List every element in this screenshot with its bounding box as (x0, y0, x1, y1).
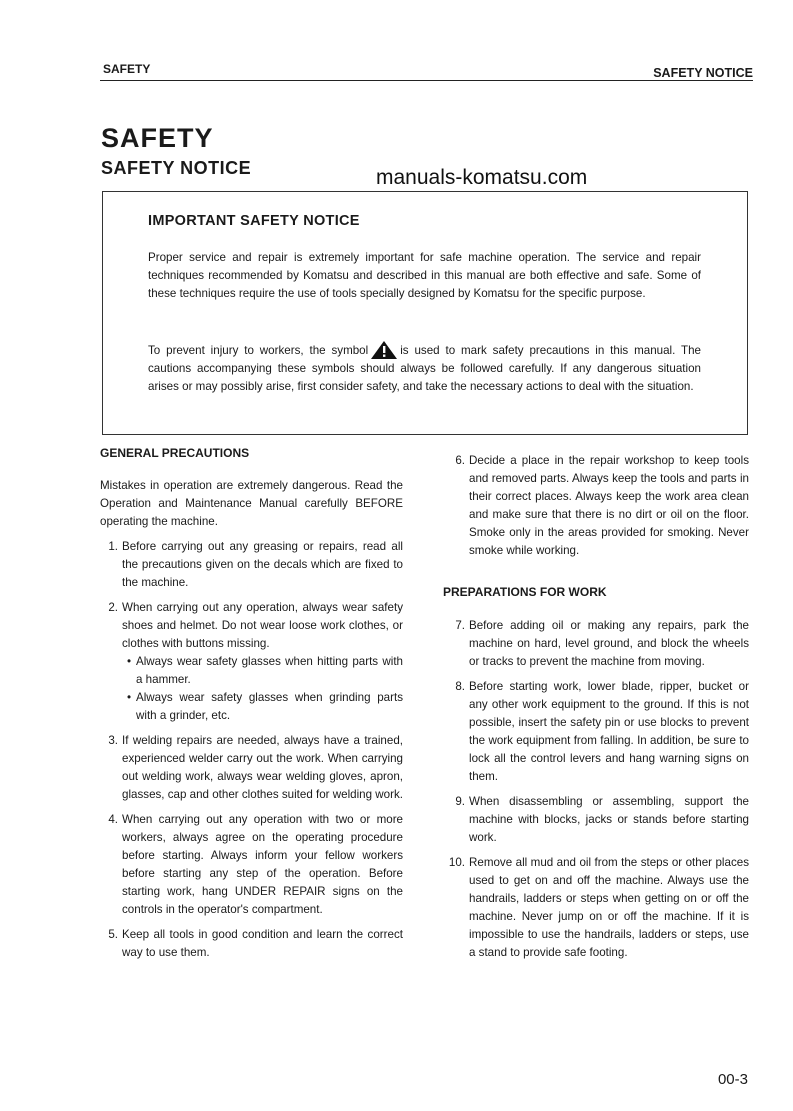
list-item-text: When carrying out any operation, always wear safety shoes and helmet. Do not wear loose work clothes, or clothes with buttons missing. (122, 601, 403, 650)
list-item-number: 1. (108, 540, 118, 553)
list-item (443, 793, 749, 847)
page-number: 00-3 (717, 1071, 748, 1088)
bullet-dot-icon: • (126, 691, 132, 704)
list-item-number: 3. (108, 734, 118, 747)
notice-paragraph-2-start: To prevent injury to workers, the symbol (148, 344, 369, 357)
list-item-text: Before starting work, lower blade, ripper, bucket or any other work equipment to the ground. If this is not possible, insert the safety pin or use blocks to prevent the work equipment from falling. In addition, be sure to lock all the control levers and hang warning signs on them. (469, 680, 749, 783)
right-column (443, 452, 749, 962)
general-precautions-intro: Mistakes in operation are extremely dangerous. Read the Operation and Maintenance Manual carefully BEFORE operating the machine. (100, 479, 403, 528)
list-item-text: If welding repairs are needed, always have a trained, experienced welder carry out the work. When carrying out welding work, always wear welding gloves, apron, glasses, cap and other clothes suited for welding work. (122, 734, 403, 801)
page-title: SAFETY (101, 123, 214, 153)
notice-paragraph-2-end: is used to mark safety precautions in this manual. The cautions accompanying these symbols should always be followed carefully. If any dangerous situation arises or may possibly arise, first consider safety, and take the necessary actions to deal with the situation. (148, 344, 701, 393)
list-item (443, 617, 749, 671)
list-item (443, 854, 749, 962)
list-item-text: Before carrying out any greasing or repairs, read all the precautions given on the decals which are fixed to the machine. (122, 540, 403, 589)
list-item (100, 811, 403, 919)
list-item-text: Before adding oil or making any repairs, park the machine on hard, level ground, and block the wheels or tracks to prevent the machine from moving. (469, 619, 749, 668)
header-rule (100, 80, 753, 81)
header-section-right: SAFETY NOTICE (653, 66, 753, 80)
list-item-number: 10. (448, 856, 465, 869)
list-item-text: When disassembling or assembling, support the machine with blocks, jacks or stands before starting work. (469, 795, 749, 844)
list-item-number: 4. (108, 813, 118, 826)
list-item (443, 452, 749, 560)
notice-paragraph-2 (148, 341, 701, 396)
bullet-text: Always wear safety glasses when grinding parts with a grinder, etc. (136, 691, 403, 722)
header-section-left: SAFETY (103, 62, 151, 76)
list-item-number: 8. (455, 680, 465, 693)
notice-title: IMPORTANT SAFETY NOTICE (148, 213, 360, 229)
notice-paragraph-1: Proper service and repair is extremely important for safe machine operation. The service and repair techniques recommended by Komatsu and described in this manual are both effective and safe. Some of these techniques require the use of tools specially designed by Komatsu for the specific purpose. (148, 251, 701, 300)
bullet-item (122, 653, 403, 689)
list-item-number: 6. (455, 454, 465, 467)
watermark-text: manuals-komatsu.com (376, 166, 588, 189)
list-item (100, 599, 403, 725)
left-column (100, 446, 403, 962)
bullet-dot-icon: • (126, 655, 132, 668)
list-item-number: 9. (455, 795, 465, 808)
list-item (443, 678, 749, 786)
page-subtitle: SAFETY NOTICE (101, 158, 252, 178)
list-item (100, 538, 403, 592)
list-item-text: Remove all mud and oil from the steps or other places used to get on and off the machine. Always use the handrails, ladders or steps when getting on or off the machine. Never jump on or off the machine. If it is impossible to use the handrails, ladders or steps, use a stand to provide safe footing. (469, 856, 749, 959)
list-item-number: 2. (108, 601, 118, 614)
list-item-number: 7. (455, 619, 465, 632)
list-item-number: 5. (108, 928, 118, 941)
warning-triangle-icon (371, 341, 397, 359)
list-item (100, 926, 403, 962)
preparations-heading: PREPARATIONS FOR WORK (443, 585, 607, 599)
bullet-text: Always wear safety glasses when hitting parts with a hammer. (136, 655, 403, 686)
list-item-text: Keep all tools in good condition and learn the correct way to use them. (122, 928, 403, 959)
list-item (100, 732, 403, 804)
bullet-item (122, 689, 403, 725)
list-item-text: When carrying out any operation with two or more workers, always agree on the operating procedure before starting. Always inform your fellow workers before starting any step of the operation. Before starting work, hang UNDER REPAIR signs on the controls in the operator's compartment. (122, 813, 403, 916)
list-item-text: Decide a place in the repair workshop to keep tools and removed parts. Always keep the tools and parts in their correct places. Always keep the work area clean and make sure that there is no dirt or oil on the floor. Smoke only in the areas provided for smoking. Never smoke while working. (469, 454, 749, 557)
list-item-body (122, 599, 403, 725)
general-precautions-heading: GENERAL PRECAUTIONS (100, 446, 250, 460)
